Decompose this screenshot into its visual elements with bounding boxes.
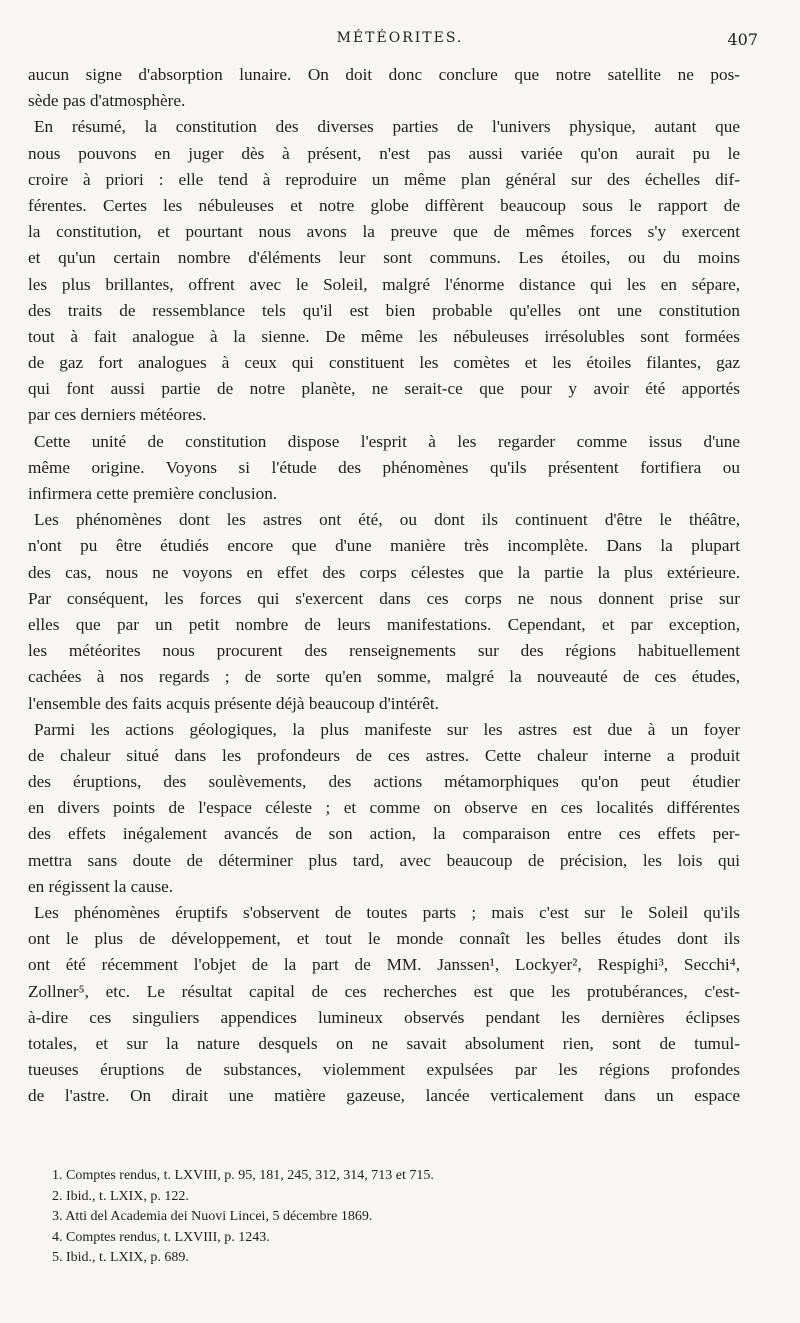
text-line: les plus brillantes, offrent avec le Soleil, malgré l'énorme distance qui les en sépare, [28,274,740,294]
text-line: cachées à nos regards ; de sorte qu'en somme, malgré la nouveauté de ces études, [28,667,740,687]
text-line: croire à priori : elle tend à reproduire un même plan général sur des échelles dif- [28,169,740,189]
text-line: totales, et sur la nature desquels on ne savait absolument rien, sont de tumul- [28,1033,740,1053]
text-line: même origine. Voyons si l'étude des phénomènes qu'ils présentent fortifiera ou [28,457,740,477]
text-line: à-dire ces singuliers appendices lumineux observés pendant les dernières éclipses [28,1007,740,1027]
text-line: Zollner⁵, etc. Le résultat capital de ces recherches est que les protubérances, c'est- [28,981,740,1001]
text-line: Les phénomènes éruptifs s'observent de toutes parts ; mais c'est sur le Soleil qu'ils [34,903,740,922]
text-line: des effets inégalement avancés de son action, la comparaison entre ces effets per- [28,824,740,844]
text-line: les météorites nous procurent des renseignements sur des régions habituellement [28,641,740,661]
text-line: tout à fait analogue à la sienne. De même les nébuleuses irrésolubles sont formées [28,326,740,346]
running-title: MÉTÉORITES. [336,30,464,46]
text-line: Parmi les actions géologiques, la plus manifeste sur les astres est due à un foyer [34,719,740,739]
text-line: et qu'un certain nombre d'éléments leur sont communs. Les étoiles, ou du moins [28,248,740,268]
text-line: sède pas d'atmosphère. [28,91,186,111]
text-line: des éruptions, des soulèvements, des actions métamorphiques qu'on peut étudier [28,772,740,792]
text-line: tueuses éruptions de substances, violemment expulsées par les régions profondes [28,1060,740,1080]
text-line: n'ont pu être étudiés encore que d'une manière très incomplète. Dans la plupart [28,536,740,556]
text-line: de gaz fort analogues à ceux qui constituent les comètes et les étoiles filantes, gaz [28,353,740,373]
footnote: 3. Atti del Academia dei Nuovi Lincei, 5 décembre 1869. [52,1209,373,1224]
text-line: mettra sans doute de déterminer plus tard, avec beaucoup de précision, les lois qui [28,850,740,870]
text-line: férentes. Certes les nébuleuses et notre globe diffèrent beaucoup sous le rapport de [28,195,740,215]
text-line: Les phénomènes dont les astres ont été, ou dont ils continuent d'être le théâtre, [34,510,740,530]
running-head [0,30,800,52]
text-line: aucun signe d'absorption lunaire. On doit donc conclure que notre satellite ne pos- [28,65,740,84]
text-line: ont été récemment l'objet de la part de MM. Janssen¹, Lockyer², Respighi³, Secchi⁴, [28,955,740,975]
text-line: en régissent la cause. [28,876,174,896]
body-text [28,62,740,1110]
text-line: nous pouvons en juger dès à présent, n'est pas aussi variée qu'on aurait pu le [28,143,740,163]
text-line: la constitution, et pourtant nous avons la preuve que de mêmes forces s'y exercent [28,222,740,242]
footnote: 1. Comptes rendus, t. LXVIII, p. 95, 181, 245, 312, 314, 713 et 715. [52,1168,434,1183]
text-line: Cette unité de constitution dispose l'esprit à les regarder comme issus d'une [34,431,740,451]
text-line: En résumé, la constitution des diverses parties de l'univers physique, autant que [34,117,740,137]
text-line: infirmera cette première conclusion. [28,484,278,503]
text-line: l'ensemble des faits acquis présente déjà beaucoup d'intérêt. [28,693,439,713]
footnote: 4. Comptes rendus, t. LXVIII, p. 1243. [52,1229,270,1245]
text-line: ont le plus de développement, et tout le monde connaît les belles études dont ils [28,929,740,949]
text-line: des traits de ressemblance tels qu'il est bien probable qu'elles ont une constitution [28,300,740,320]
text-line: elles que par un petit nombre de leurs manifestations. Cependant, et par exception, [28,614,740,634]
text-line: de l'astre. On dirait une matière gazeuse, lancée verticalement dans un espace [28,1086,740,1106]
footnote: 2. Ibid., t. LXIX, p. 122. [52,1188,189,1204]
text-line: de chaleur situé dans les profondeurs de ces astres. Cette chaleur interne a produit [28,745,740,765]
text-line: Par conséquent, les forces qui s'exercent dans ces corps ne nous donnent prise sur [28,588,740,608]
text-line: par ces derniers météores. [28,405,207,425]
footnote: 5. Ibid., t. LXIX, p. 689. [52,1250,189,1265]
text-line: des cas, nous ne voyons en effet des corps célestes que la partie la plus extérieure. [28,562,740,582]
footnotes [52,1166,742,1269]
text-line: qui font aussi partie de notre planète, ne serait-ce que pour y avoir été apportés [28,379,740,399]
page-number: 407 [727,30,758,49]
text-line: en divers points de l'espace céleste ; et comme on observe en ces localités différentes [28,798,740,818]
